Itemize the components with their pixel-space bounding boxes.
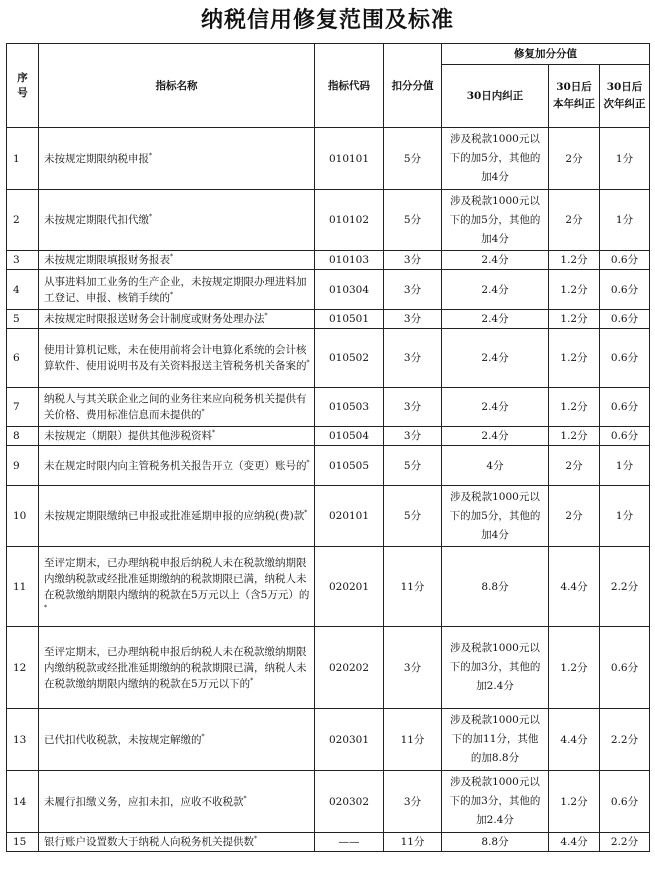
row-deduct-score	[384, 771, 442, 833]
row-next-year-score	[600, 190, 650, 251]
row-within30-score-text: 2.4分	[481, 254, 509, 266]
table-row	[7, 329, 650, 388]
row-indicator-name	[39, 190, 315, 251]
row-next-year-score	[600, 833, 650, 852]
footnote-mark: *	[170, 291, 173, 298]
row-deduct-score	[384, 190, 442, 251]
table-row	[7, 190, 650, 251]
row-seq-text: 5	[13, 313, 20, 325]
row-this-year-score-text: 1.2分	[560, 661, 588, 674]
table-row	[7, 310, 650, 329]
row-this-year-score	[549, 627, 600, 709]
header-after30-next-year: 30日后次年纠正	[600, 65, 650, 128]
row-next-year-score	[600, 388, 650, 427]
row-seq-text: 13	[13, 733, 27, 746]
row-indicator-name	[39, 771, 315, 833]
row-deduct-score-text: 3分	[403, 430, 422, 442]
row-indicator-name	[39, 709, 315, 771]
row-within30-score	[442, 427, 549, 446]
row-within30-score-text: 涉及税款1000元以下的加5分，其他的加4分	[449, 194, 541, 245]
footnote-mark: *	[243, 795, 247, 802]
row-this-year-score-text: 1.2分	[560, 401, 588, 413]
row-indicator-code-text: 010304	[328, 283, 370, 296]
row-indicator-code	[315, 709, 384, 771]
row-indicator-code	[315, 547, 384, 627]
row-within30-score-text: 4分	[486, 459, 504, 472]
row-this-year-score	[549, 251, 600, 270]
header-code: 指标代码	[315, 44, 384, 128]
row-seq-text: 1	[13, 152, 20, 165]
footnote-mark: *	[254, 835, 257, 843]
row-indicator-code	[315, 427, 384, 446]
row-next-year-score	[600, 270, 650, 310]
footnote-mark: *	[201, 408, 205, 416]
row-seq-text: 12	[13, 661, 27, 674]
row-within30-score-text: 2.4分	[481, 430, 509, 442]
row-next-year-score	[600, 329, 650, 388]
row-seq-text: 11	[13, 580, 27, 593]
row-indicator-code-text: 020302	[328, 795, 370, 808]
row-within30-score-text: 2.4分	[481, 313, 509, 325]
row-indicator-code-text: 020201	[328, 580, 370, 593]
row-indicator-code	[315, 128, 384, 190]
row-seq	[7, 771, 39, 833]
row-indicator-code-text: 010505	[328, 459, 370, 472]
row-indicator-name-text: 已代扣代收税款，未按规定解缴的	[44, 733, 202, 746]
row-next-year-score	[600, 771, 650, 833]
row-indicator-code	[315, 388, 384, 427]
row-seq	[7, 128, 39, 190]
row-seq	[7, 486, 39, 547]
row-next-year-score-text: 0.6分	[610, 430, 639, 442]
row-this-year-score-text: 2分	[565, 214, 583, 226]
row-next-year-score-text: 1分	[615, 510, 634, 522]
row-next-year-score-text: 0.6分	[610, 352, 639, 364]
row-next-year-score-text: 0.6分	[610, 313, 639, 325]
row-indicator-code-text: 020301	[328, 733, 370, 746]
row-within30-score	[442, 627, 549, 709]
row-within30-score	[442, 388, 549, 427]
row-seq-text: 8	[13, 430, 20, 442]
row-within30-score	[442, 310, 549, 329]
header-name: 指标名称	[39, 44, 315, 128]
row-this-year-score	[549, 709, 600, 771]
row-seq-text: 6	[13, 352, 20, 364]
row-next-year-score-text: 1分	[615, 152, 634, 165]
row-this-year-score	[549, 270, 600, 310]
row-deduct-score	[384, 251, 442, 270]
row-indicator-name-text: 从事进料加工业务的生产企业，未按规定期限办理进料加工登记、申报、核销手续的	[44, 275, 307, 304]
row-indicator-name	[39, 446, 315, 486]
row-this-year-score	[549, 190, 600, 251]
row-indicator-code-text: 010503	[328, 401, 370, 413]
row-indicator-name-text: 未按规定时限报送财务会计制度或财务处理办法	[44, 313, 265, 325]
table-row	[7, 427, 650, 446]
row-indicator-name-text: 纳税人与其关联企业之间的业务往来应向税务机关提供有关价格、费用标准信息而未提供的	[44, 393, 307, 421]
row-seq	[7, 446, 39, 486]
row-this-year-score-text: 4.4分	[560, 580, 588, 593]
row-seq	[7, 190, 39, 251]
row-next-year-score	[600, 627, 650, 709]
row-indicator-name	[39, 547, 315, 627]
row-this-year-score-text: 4.4分	[560, 836, 588, 848]
row-indicator-name	[39, 128, 315, 190]
row-indicator-code-text: 010504	[328, 430, 370, 442]
row-indicator-code	[315, 446, 384, 486]
row-next-year-score-text: 2.2分	[610, 580, 639, 593]
row-this-year-score-text: 2分	[565, 459, 583, 472]
table-row	[7, 627, 650, 709]
row-deduct-score	[384, 627, 442, 709]
row-deduct-score-text: 11分	[400, 580, 425, 593]
row-within30-score	[442, 833, 549, 852]
row-within30-score-text: 涉及税款1000元以下的加3分，其他的加2.4分	[449, 642, 541, 692]
row-indicator-name-text: 未在规定时限内向主管税务机关报告开立（变更）账号的	[44, 459, 307, 472]
row-this-year-score	[549, 427, 600, 446]
row-indicator-code	[315, 190, 384, 251]
row-seq-text: 15	[13, 836, 27, 848]
row-indicator-code-text: 010502	[328, 352, 370, 364]
footnote-mark: *	[170, 253, 173, 261]
table-row	[7, 388, 650, 427]
row-indicator-name	[39, 251, 315, 270]
row-this-year-score	[549, 329, 600, 388]
row-seq	[7, 388, 39, 427]
row-within30-score	[442, 128, 549, 190]
row-within30-score-text: 8.8分	[481, 836, 509, 848]
row-seq	[7, 427, 39, 446]
row-seq	[7, 709, 39, 771]
row-this-year-score	[549, 771, 600, 833]
row-next-year-score-text: 1分	[615, 459, 634, 472]
row-indicator-name	[39, 329, 315, 388]
table-row	[7, 547, 650, 627]
row-indicator-code	[315, 771, 384, 833]
footnote-mark: *	[304, 509, 308, 517]
footnote-mark: *	[149, 213, 152, 221]
row-deduct-score-text: 3分	[403, 283, 422, 296]
row-deduct-score	[384, 547, 442, 627]
page-title: 纳税信用修复范围及标准	[200, 7, 454, 33]
row-indicator-name	[39, 270, 315, 310]
row-within30-score-text: 涉及税款1000元以下的加3分，其他的加2.4分	[449, 776, 541, 826]
row-seq	[7, 833, 39, 852]
row-seq-text: 3	[13, 254, 20, 266]
header-after30-this-year: 30日后本年纠正	[549, 65, 600, 128]
row-indicator-name	[39, 627, 315, 709]
row-within30-score-text: 涉及税款1000元以下的加11分，其他的加8.8分	[450, 714, 540, 764]
row-seq	[7, 270, 39, 310]
row-within30-score	[442, 190, 549, 251]
row-deduct-score	[384, 329, 442, 388]
row-seq	[7, 329, 39, 388]
row-indicator-name	[39, 427, 315, 446]
table-row	[7, 486, 650, 547]
row-deduct-score	[384, 833, 442, 852]
row-within30-score	[442, 329, 549, 388]
row-deduct-score-text: 5分	[403, 510, 422, 522]
row-seq-text: 14	[13, 795, 27, 808]
table-row	[7, 251, 650, 270]
row-seq-text: 4	[13, 283, 20, 296]
row-deduct-score-text: 11分	[400, 836, 425, 848]
row-next-year-score	[600, 486, 650, 547]
footnote-mark: *	[306, 359, 310, 367]
row-next-year-score-text: 0.6分	[610, 283, 639, 296]
table-row	[7, 128, 650, 190]
table-row	[7, 270, 650, 310]
row-indicator-name-text: 使用计算机记账，未在使用前将会计电算化系统的会计核算软件、使用说明书及有关资料报送主管税务机关备案的	[44, 344, 307, 372]
row-within30-score-text: 2.4分	[481, 401, 509, 413]
row-indicator-name-text: 未按规定期限填报财务报表	[44, 254, 170, 266]
row-this-year-score	[549, 310, 600, 329]
row-deduct-score	[384, 709, 442, 771]
row-seq-text: 2	[13, 214, 20, 226]
row-this-year-score	[549, 486, 600, 547]
row-next-year-score-text: 0.6分	[610, 795, 639, 808]
row-seq	[7, 627, 39, 709]
row-deduct-score-text: 3分	[403, 313, 422, 325]
row-seq-text: 9	[13, 459, 20, 472]
header-repair-group: 修复加分分值	[442, 44, 650, 65]
row-within30-score-text: 2.4分	[481, 283, 509, 296]
footnote-mark: *	[201, 733, 205, 740]
row-this-year-score	[549, 446, 600, 486]
table-row	[7, 709, 650, 771]
row-this-year-score	[549, 388, 600, 427]
row-next-year-score-text: 0.6分	[610, 661, 639, 674]
row-indicator-name-text: 未按规定（期限）提供其他涉税资料	[44, 430, 212, 442]
row-this-year-score	[549, 128, 600, 190]
row-deduct-score-text: 5分	[403, 214, 422, 226]
row-this-year-score-text: 1.2分	[560, 254, 588, 266]
row-indicator-name-text: 至评定期末，已办理纳税申报后纳税人未在税款缴纳期限内缴纳税款或经批准延期缴纳的税款期限已满，纳税人未在税款缴纳期限内缴纳的税款在5万元以下的	[44, 645, 307, 690]
row-deduct-score-text: 11分	[400, 733, 425, 746]
footnote-mark: *	[149, 152, 152, 159]
row-deduct-score	[384, 446, 442, 486]
row-indicator-code	[315, 310, 384, 329]
row-next-year-score	[600, 310, 650, 329]
row-within30-score-text: 涉及税款1000元以下的加5分，其他的加4分	[449, 133, 541, 183]
row-this-year-score-text: 1.2分	[560, 795, 588, 808]
row-indicator-name-text: 未按规定期限纳税申报	[44, 152, 149, 165]
footnote-mark: *	[212, 429, 215, 437]
row-next-year-score	[600, 446, 650, 486]
row-indicator-code	[315, 270, 384, 310]
row-seq	[7, 251, 39, 270]
row-within30-score	[442, 709, 549, 771]
table-row	[7, 833, 650, 852]
row-indicator-name-text: 未按规定期限代扣代缴	[44, 214, 149, 226]
row-next-year-score	[600, 251, 650, 270]
row-this-year-score-text: 1.2分	[560, 313, 588, 325]
row-next-year-score-text: 0.6分	[610, 254, 639, 266]
row-indicator-name-text: 未按规定期限缴纳已申报或批准延期申报的应纳税(费)款	[44, 510, 305, 522]
row-within30-score	[442, 446, 549, 486]
row-next-year-score-text: 1分	[615, 214, 634, 226]
row-deduct-score-text: 5分	[403, 459, 422, 472]
row-deduct-score-text: 3分	[403, 401, 422, 413]
table-row	[7, 771, 650, 833]
row-indicator-code-text: 010101	[328, 152, 370, 165]
row-this-year-score-text: 2分	[565, 510, 583, 522]
row-this-year-score-text: 1.2分	[560, 430, 588, 442]
row-within30-score	[442, 771, 549, 833]
row-deduct-score	[384, 270, 442, 310]
row-indicator-code	[315, 251, 384, 270]
footnote-mark: *	[264, 312, 268, 320]
row-deduct-score	[384, 427, 442, 446]
row-deduct-score	[384, 128, 442, 190]
row-indicator-code	[315, 627, 384, 709]
row-deduct-score-text: 3分	[403, 254, 422, 266]
row-indicator-code	[315, 329, 384, 388]
row-next-year-score	[600, 128, 650, 190]
row-within30-score	[442, 251, 549, 270]
row-indicator-code-text: 020202	[328, 661, 370, 674]
footnote-mark: *	[306, 459, 310, 466]
header-deduct: 扣分分值	[384, 44, 442, 128]
row-within30-score	[442, 486, 549, 547]
row-deduct-score	[384, 486, 442, 547]
row-deduct-score	[384, 310, 442, 329]
row-this-year-score-text: 1.2分	[560, 283, 588, 296]
row-indicator-name	[39, 310, 315, 329]
footnote-mark: *	[250, 677, 254, 684]
row-seq	[7, 547, 39, 627]
row-indicator-code	[315, 833, 384, 852]
row-within30-score-text: 涉及税款1000元以下的加5分，其他的加4分	[449, 490, 541, 541]
row-indicator-code-text: 010103	[328, 254, 370, 266]
footnote-mark: *	[44, 604, 47, 611]
row-next-year-score	[600, 547, 650, 627]
row-deduct-score-text: 3分	[403, 661, 422, 674]
table-row	[7, 446, 650, 486]
header-within30: 30日内纠正	[442, 65, 549, 128]
header-seq: 序号	[7, 44, 39, 128]
row-next-year-score-text: 0.6分	[610, 401, 639, 413]
row-within30-score-text: 8.8分	[481, 580, 509, 593]
row-seq-text: 10	[13, 510, 27, 522]
row-indicator-name	[39, 388, 315, 427]
row-seq	[7, 310, 39, 329]
repair-standards-table	[6, 43, 650, 852]
row-indicator-name-text: 银行账户设置数大于纳税人向税务机关提供数	[44, 836, 254, 848]
row-indicator-name-text: 至评定期末，已办理纳税申报后纳税人未在税款缴纳期限内缴纳税款或经批准延期缴纳的税款期限已满，纳税人未在税款缴纳期限内缴纳的税款在5万元以上（含5万元）的	[44, 556, 310, 601]
row-seq-text: 7	[13, 401, 20, 413]
row-indicator-code	[315, 486, 384, 547]
row-deduct-score-text: 3分	[403, 352, 422, 364]
row-next-year-score-text: 2.2分	[610, 836, 639, 848]
row-indicator-name	[39, 833, 315, 852]
row-within30-score-text: 2.4分	[481, 352, 509, 364]
row-indicator-code-text: 010501	[328, 313, 370, 325]
row-this-year-score	[549, 547, 600, 627]
row-deduct-score-text: 3分	[403, 795, 422, 808]
row-indicator-code-text: 020101	[328, 510, 370, 522]
row-indicator-code-text: 010102	[328, 214, 370, 226]
row-indicator-code-text: ——	[338, 836, 360, 848]
row-this-year-score-text: 1.2分	[560, 352, 588, 364]
row-this-year-score-text: 4.4分	[560, 733, 588, 746]
row-next-year-score	[600, 709, 650, 771]
row-within30-score	[442, 270, 549, 310]
row-this-year-score	[549, 833, 600, 852]
row-indicator-name-text: 未履行扣缴义务，应扣未扣，应收不收税款	[44, 795, 244, 808]
row-within30-score	[442, 547, 549, 627]
row-next-year-score	[600, 427, 650, 446]
row-next-year-score-text: 2.2分	[610, 733, 639, 746]
row-this-year-score-text: 2分	[565, 152, 583, 165]
row-deduct-score-text: 5分	[403, 152, 422, 165]
row-deduct-score	[384, 388, 442, 427]
row-indicator-name	[39, 486, 315, 547]
